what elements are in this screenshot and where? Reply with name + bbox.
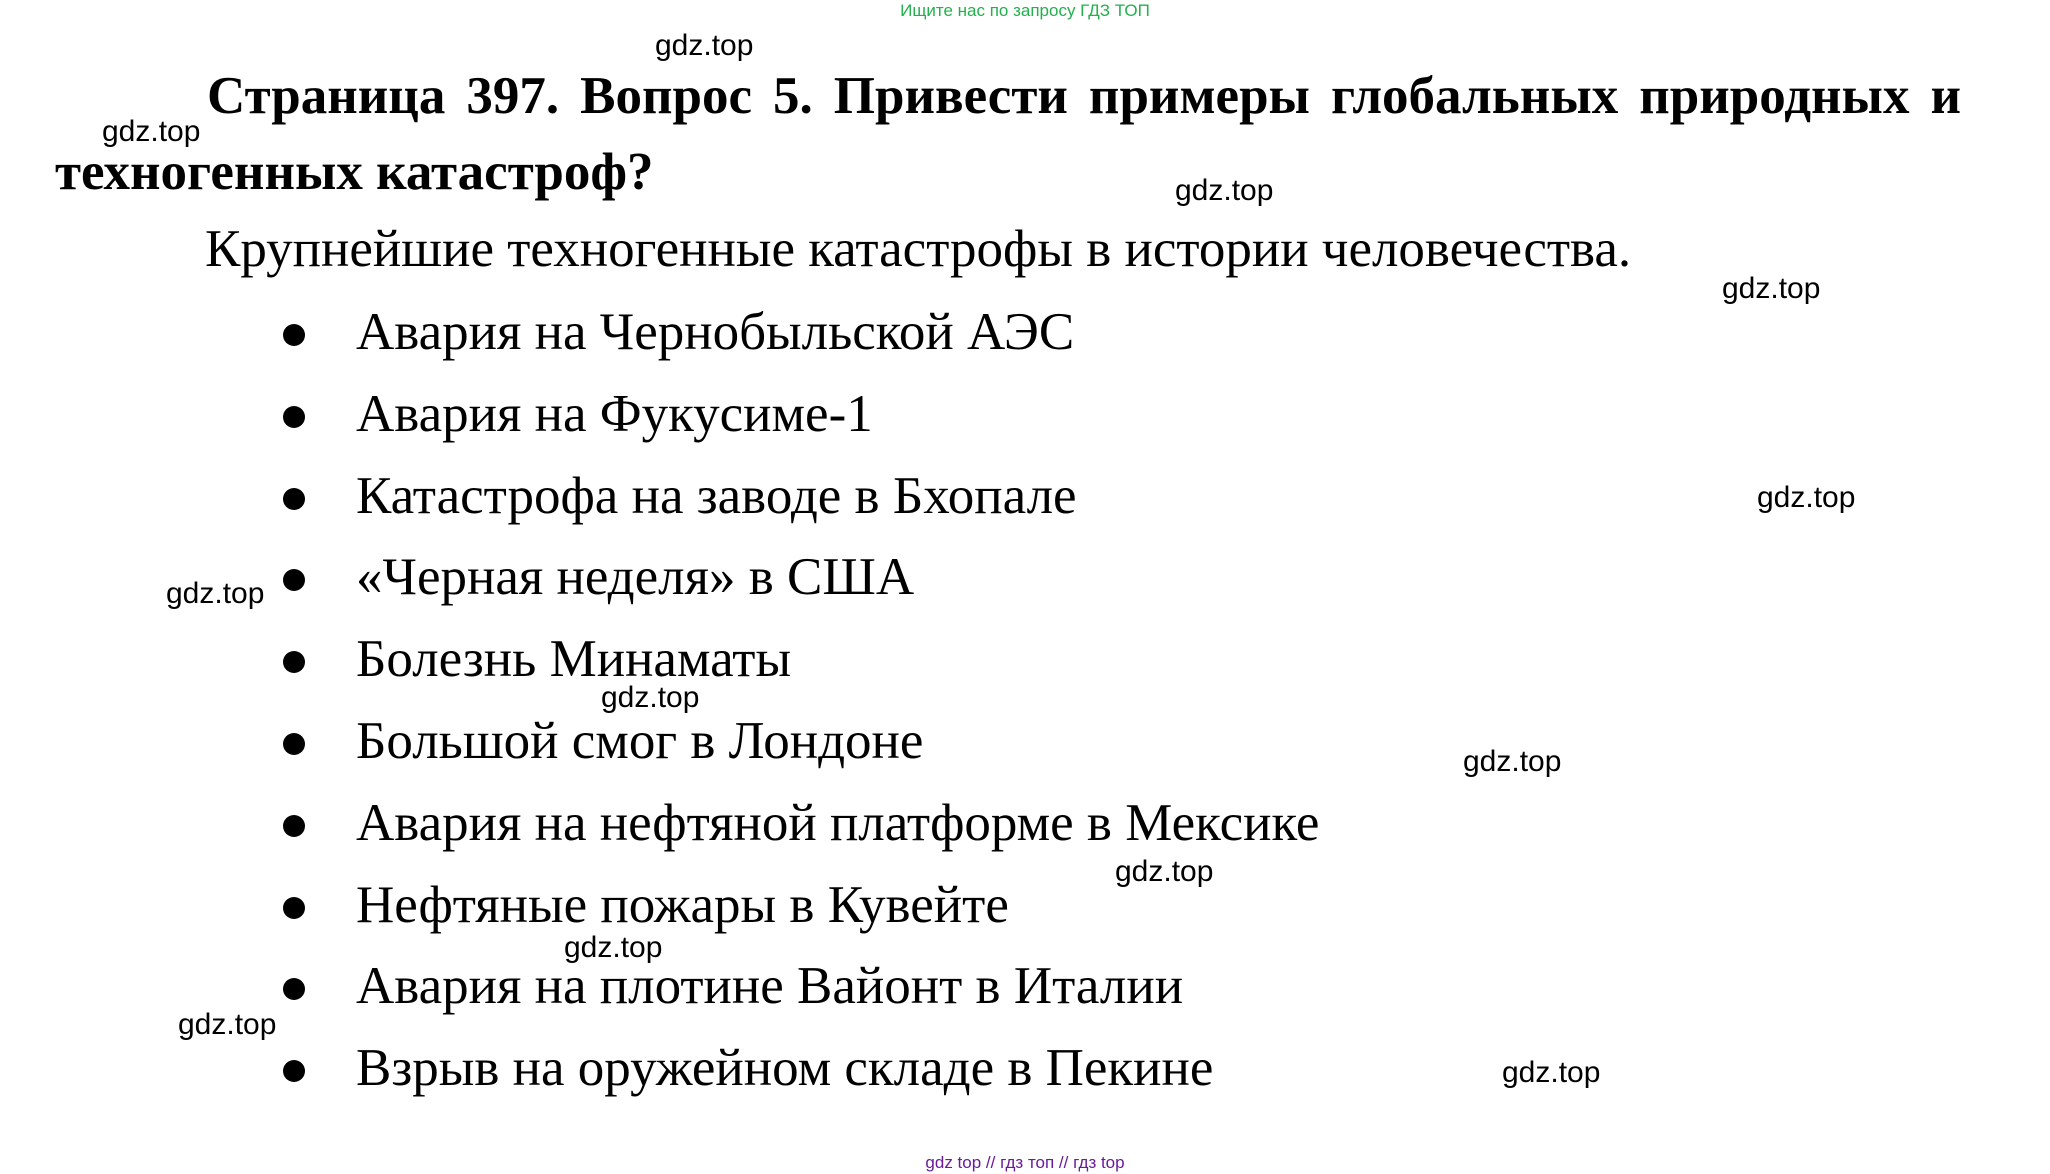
bullet-icon [283, 1060, 305, 1082]
bullet-icon [283, 406, 305, 428]
list-item-label: Катастрофа на заводе в Бхопале [356, 467, 1077, 525]
watermark: gdz.top [1175, 174, 1274, 207]
bullet-icon [283, 733, 305, 755]
bullet-icon [283, 569, 305, 591]
watermark: gdz.top [1722, 272, 1821, 305]
watermark: gdz.top [601, 681, 700, 714]
watermark: gdz.top [1115, 855, 1214, 888]
list-item-label: Болезнь Минаматы [356, 630, 792, 688]
list-item-label: Большой смог в Лондоне [356, 712, 924, 770]
bullet-icon [283, 815, 305, 837]
bullet-icon [283, 897, 305, 919]
bullet-icon [283, 488, 305, 510]
top-banner: Ищите нас по запросу ГДЗ ТОП [900, 1, 1150, 20]
watermark: gdz.top [102, 115, 201, 148]
page-title: Страница 397. Вопрос 5. Привести примеры глобальных природных и техногенных катастроф? [55, 67, 1961, 201]
list-item-label: Авария на нефтяной платформе в Мексике [356, 794, 1320, 852]
list-item-label: Авария на Фукусиме-1 [356, 385, 873, 443]
list-item-label: «Черная неделя» в США [356, 548, 915, 606]
bullet-icon [283, 978, 305, 1000]
watermark: gdz.top [1502, 1056, 1601, 1089]
list-item-label: Нефтяные пожары в Кувейте [356, 876, 1009, 934]
watermark: gdz.top [564, 931, 663, 964]
list-item-label: Авария на плотине Вайонт в Италии [356, 957, 1184, 1015]
intro-text: Крупнейшие техногенные катастрофы в истории человечества. [205, 220, 1632, 278]
watermark: gdz.top [178, 1008, 277, 1041]
watermark: gdz.top [1463, 745, 1562, 778]
bullet-icon [283, 651, 305, 673]
list-item-label: Взрыв на оружейном складе в Пекине [356, 1039, 1214, 1097]
watermark: gdz.top [655, 29, 754, 62]
list-item-label: Авария на Чернобыльской АЭС [356, 303, 1075, 361]
watermark: gdz.top [166, 577, 265, 610]
bullet-icon [283, 324, 305, 346]
bottom-banner: gdz top // гдз топ // гдз top [925, 1153, 1125, 1172]
watermark: gdz.top [1757, 481, 1856, 514]
